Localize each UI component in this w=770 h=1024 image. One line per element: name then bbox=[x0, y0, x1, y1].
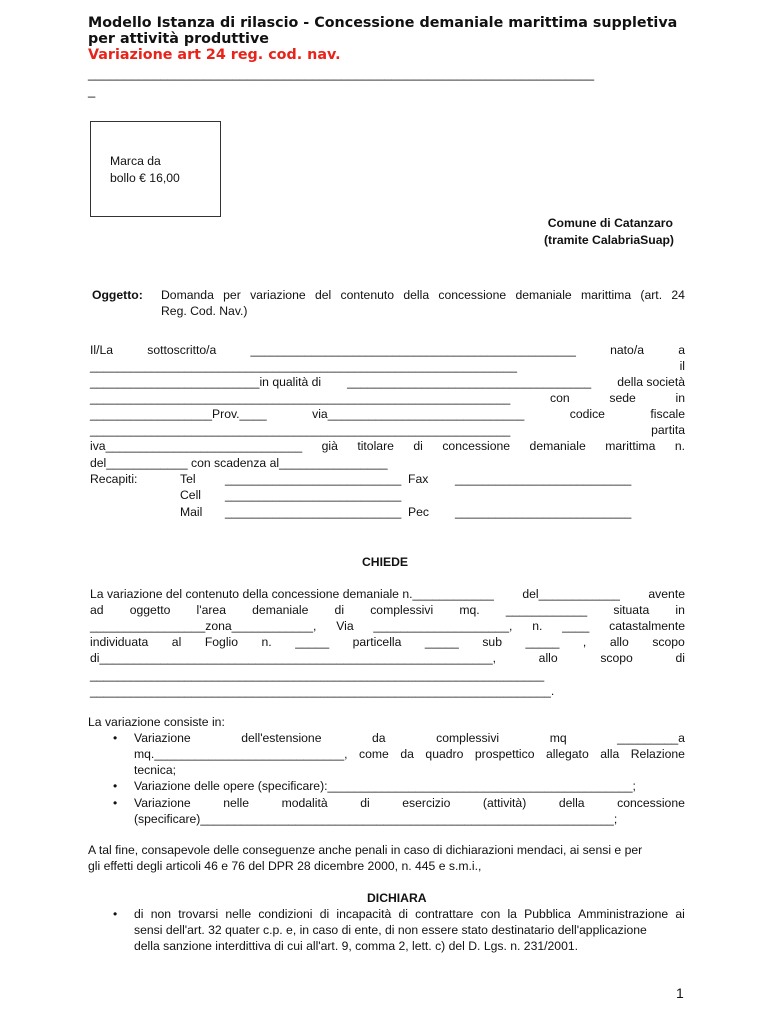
fax-field[interactable]: __________________________ bbox=[455, 472, 632, 486]
text-segment: situata bbox=[613, 603, 650, 617]
form-line-5 bbox=[90, 407, 685, 421]
chiede-line-7: ____________________________________________________________________. bbox=[90, 684, 555, 698]
cell-label: Cell bbox=[180, 488, 201, 502]
text-segment: di bbox=[675, 651, 685, 665]
text-segment: il bbox=[679, 359, 685, 373]
text-segment: Domanda bbox=[161, 288, 214, 302]
text-segment: concessione bbox=[438, 288, 507, 302]
variation-item-1-line-1 bbox=[134, 731, 685, 745]
text-segment: complessivi bbox=[370, 603, 434, 617]
recapiti-label: Recapiti: bbox=[90, 472, 138, 486]
text-segment: Variazione bbox=[134, 796, 191, 810]
text-segment: della bbox=[558, 796, 585, 810]
text-segment: di bbox=[319, 907, 330, 921]
variation-item-1-line-3: tecnica; bbox=[134, 763, 177, 777]
chiede-line-2 bbox=[90, 603, 685, 617]
bullet-icon: • bbox=[113, 731, 118, 745]
text-segment: mq. bbox=[459, 603, 480, 617]
text-segment: ____________________________________ bbox=[347, 375, 592, 389]
text-segment: in bbox=[675, 391, 685, 405]
text-segment: La variazione del contenuto della concessione demaniale n.____________ bbox=[90, 587, 494, 601]
text-segment: prospettico bbox=[474, 747, 535, 761]
title-line-2: per attività produttive bbox=[88, 31, 269, 47]
text-segment: Via bbox=[336, 619, 354, 633]
text-segment: di bbox=[398, 907, 408, 921]
text-segment: al bbox=[171, 635, 182, 649]
declaration-item-1-line-3: della sanzione interdittiva di cui all'art. 9, comma 2, lett. c) del D. Lgs. n. 231/2001. bbox=[134, 939, 579, 953]
form-line-2 bbox=[90, 359, 685, 373]
text-segment: _________a bbox=[617, 731, 685, 745]
variation-item-3-line-2: (specificare)_____________________________________________________________; bbox=[134, 812, 618, 826]
bullet-icon: • bbox=[113, 796, 118, 810]
tel-field[interactable]: __________________________ bbox=[225, 472, 402, 486]
text-segment: n. bbox=[532, 619, 543, 633]
text-segment: la bbox=[507, 907, 517, 921]
text-segment: fiscale bbox=[650, 407, 685, 421]
text-segment: mq.____________________________, bbox=[134, 747, 348, 761]
text-segment: condizioni bbox=[258, 907, 313, 921]
text-segment: variazione bbox=[250, 288, 306, 302]
text-segment: Pubblica bbox=[524, 907, 571, 921]
text-segment: nato/a bbox=[610, 343, 644, 357]
text-segment: _____ bbox=[295, 635, 330, 649]
text-segment: a bbox=[678, 343, 685, 357]
stamp-line-1: Marca da bbox=[110, 154, 161, 168]
text-segment: particella bbox=[352, 635, 402, 649]
text-segment: l'area bbox=[196, 603, 226, 617]
text-segment: , bbox=[582, 635, 587, 649]
header-rule: ______________________________________________________________________ bbox=[88, 66, 595, 81]
chiede-line-6: ___________________________________________________________________ bbox=[90, 668, 545, 682]
mail-field[interactable]: __________________________ bbox=[225, 505, 402, 519]
variation-item-1-line-2 bbox=[134, 747, 685, 761]
cell-field[interactable]: __________________________ bbox=[225, 488, 402, 502]
bullet-icon: • bbox=[113, 907, 118, 921]
text-segment: sottoscritto/a bbox=[147, 343, 217, 357]
declaration-item-1-line-1 bbox=[134, 907, 685, 921]
text-segment: complessivi bbox=[436, 731, 500, 745]
bullet-icon: • bbox=[113, 779, 118, 793]
text-segment: nelle bbox=[225, 907, 252, 921]
recipient-line-2: (tramite CalabriaSuap) bbox=[543, 233, 674, 247]
text-segment: allo bbox=[538, 651, 558, 665]
text-segment: concessione bbox=[617, 796, 685, 810]
variation-item-2: Variazione delle opere (specificare):_____________________________________________; bbox=[134, 779, 636, 793]
document-title bbox=[88, 15, 677, 63]
text-segment: scopo bbox=[652, 635, 685, 649]
text-segment: ad bbox=[90, 603, 104, 617]
text-segment: ai bbox=[675, 907, 685, 921]
text-segment: di bbox=[334, 603, 345, 617]
form-line-4 bbox=[90, 391, 685, 405]
variation-intro: La variazione consiste in: bbox=[88, 715, 225, 729]
text-segment: in bbox=[675, 603, 685, 617]
text-segment: nelle bbox=[223, 796, 249, 810]
text-segment: _____ bbox=[525, 635, 560, 649]
text-segment: da bbox=[372, 731, 386, 745]
chiede-heading: CHIEDE bbox=[362, 555, 409, 569]
text-segment: codice bbox=[569, 407, 605, 421]
fax-label: Fax bbox=[408, 472, 429, 486]
declaration-intro-line-1 bbox=[88, 843, 685, 857]
text-segment: modalità bbox=[281, 796, 328, 810]
declaration-item-1-line-2 bbox=[134, 923, 685, 937]
text-segment: ____ bbox=[562, 619, 590, 633]
stamp-line-2: bollo € 16,00 bbox=[110, 171, 180, 185]
text-segment: Amministrazione bbox=[578, 907, 669, 921]
text-segment: sensi dell'art. 32 quater c.p. e, in caso di ente, di non essere stato destinatario dell'applicazione bbox=[134, 923, 647, 937]
text-segment: allegato bbox=[546, 747, 589, 761]
text-segment: ______________________________________________________________ bbox=[90, 391, 511, 405]
pec-label: Pec bbox=[408, 505, 430, 519]
text-segment: alla bbox=[600, 747, 620, 761]
text-segment: incapacità bbox=[336, 907, 392, 921]
mail-label: Mail bbox=[180, 505, 203, 519]
subject-label: Oggetto: bbox=[92, 288, 143, 302]
chiede-line-3 bbox=[90, 619, 685, 633]
chiede-line-1 bbox=[90, 587, 685, 601]
text-segment: del____________ bbox=[522, 587, 620, 601]
title-subtitle: Variazione art 24 reg. cod. nav. bbox=[88, 47, 341, 63]
text-segment: (attività) bbox=[482, 796, 527, 810]
text-segment: titolare bbox=[357, 439, 394, 453]
text-segment: sub bbox=[482, 635, 502, 649]
text-segment: _______________________________________________________________ bbox=[90, 359, 518, 373]
form-line-1 bbox=[90, 343, 685, 357]
text-segment: quadro bbox=[425, 747, 464, 761]
text-segment: non bbox=[150, 907, 172, 921]
text-segment: concessione bbox=[442, 439, 511, 453]
text-segment: sede bbox=[609, 391, 636, 405]
text-segment: demaniale bbox=[252, 603, 309, 617]
text-segment: contenuto bbox=[340, 288, 395, 302]
page-number: 1 bbox=[676, 985, 684, 1001]
variation-item-3-line-1 bbox=[134, 796, 685, 810]
text-segment: A tal fine, consapevole delle conseguenze anche penali in caso di dichiarazioni mendaci, ai sensi e per bbox=[88, 843, 643, 857]
text-segment: partita bbox=[651, 423, 685, 437]
text-segment: con bbox=[480, 907, 501, 921]
text-segment: di bbox=[360, 796, 370, 810]
text-segment: iva_____________________________ bbox=[90, 439, 303, 453]
text-segment: marittima bbox=[581, 288, 632, 302]
text-segment: ____________________, bbox=[373, 619, 513, 633]
text-segment: individuata bbox=[90, 635, 149, 649]
text-segment: Foglio bbox=[204, 635, 239, 649]
form-line-8: del____________ con scadenza al________________ bbox=[90, 456, 388, 470]
text-segment: demaniale bbox=[529, 439, 586, 453]
text-segment: Relazione bbox=[630, 747, 685, 761]
text-segment: ________________________________________________ bbox=[250, 343, 576, 357]
header-rule-2: _ bbox=[88, 83, 96, 98]
text-segment: n. bbox=[674, 439, 685, 453]
text-segment: allo bbox=[609, 635, 629, 649]
text-segment: di bbox=[134, 907, 144, 921]
text-segment: ______________________________________________________________ bbox=[90, 423, 511, 437]
text-segment: 24 bbox=[671, 288, 685, 302]
text-segment: ____________ bbox=[505, 603, 588, 617]
text-segment: contrattare bbox=[415, 907, 474, 921]
subject-line-1 bbox=[161, 288, 685, 302]
text-segment: scopo bbox=[600, 651, 633, 665]
text-segment: già bbox=[321, 439, 338, 453]
text-segment: _________________________in qualità di bbox=[90, 375, 322, 389]
text-segment: esercizio bbox=[402, 796, 451, 810]
text-segment: Variazione bbox=[134, 731, 191, 745]
text-segment: _________________zona____________, bbox=[90, 619, 317, 633]
text-segment: avente bbox=[648, 587, 685, 601]
pec-field[interactable]: __________________________ bbox=[455, 505, 632, 519]
text-segment: della bbox=[403, 288, 430, 302]
text-segment: della società bbox=[617, 375, 685, 389]
chiede-line-4 bbox=[90, 635, 685, 649]
dichiara-heading: DICHIARA bbox=[367, 891, 427, 905]
text-segment: via_____________________________ bbox=[312, 407, 525, 421]
text-segment: Il/La bbox=[90, 343, 114, 357]
text-segment: per bbox=[223, 288, 241, 302]
text-segment: oggetto bbox=[129, 603, 171, 617]
text-segment: demaniale bbox=[515, 288, 572, 302]
subject-line-2: Reg. Cod. Nav.) bbox=[161, 304, 248, 318]
text-segment: n. bbox=[261, 635, 272, 649]
text-segment: marittima bbox=[605, 439, 656, 453]
title-line-1: Modello Istanza di rilascio - Concessione demaniale marittima suppletiva bbox=[88, 15, 678, 31]
form-line-3 bbox=[90, 375, 685, 389]
revenue-stamp-box bbox=[90, 121, 221, 217]
text-segment: (art. bbox=[640, 288, 663, 302]
tel-label: Tel bbox=[180, 472, 196, 486]
text-segment: catastalmente bbox=[609, 619, 685, 633]
text-segment: da bbox=[400, 747, 414, 761]
chiede-line-5 bbox=[90, 651, 685, 665]
text-segment: mq bbox=[549, 731, 567, 745]
form-line-6 bbox=[90, 423, 685, 437]
declaration-intro-line-2: gli effetti degli articoli 46 e 76 del DPR 28 dicembre 2000, n. 445 e s.m.i., bbox=[88, 859, 482, 873]
text-segment: _____ bbox=[424, 635, 459, 649]
text-segment: di bbox=[413, 439, 423, 453]
recipient-block bbox=[544, 215, 674, 249]
text-segment: come bbox=[359, 747, 389, 761]
recipient-line-1: Comune di Catanzaro bbox=[547, 216, 673, 230]
text-segment: trovarsi bbox=[178, 907, 219, 921]
form-line-7 bbox=[90, 439, 685, 453]
text-segment: dell'estensione bbox=[241, 731, 322, 745]
text-segment: con bbox=[549, 391, 570, 405]
text-segment: __________________Prov.____ bbox=[90, 407, 267, 421]
text-segment: del bbox=[314, 288, 332, 302]
text-segment: di__________________________________________________________, bbox=[90, 651, 497, 665]
